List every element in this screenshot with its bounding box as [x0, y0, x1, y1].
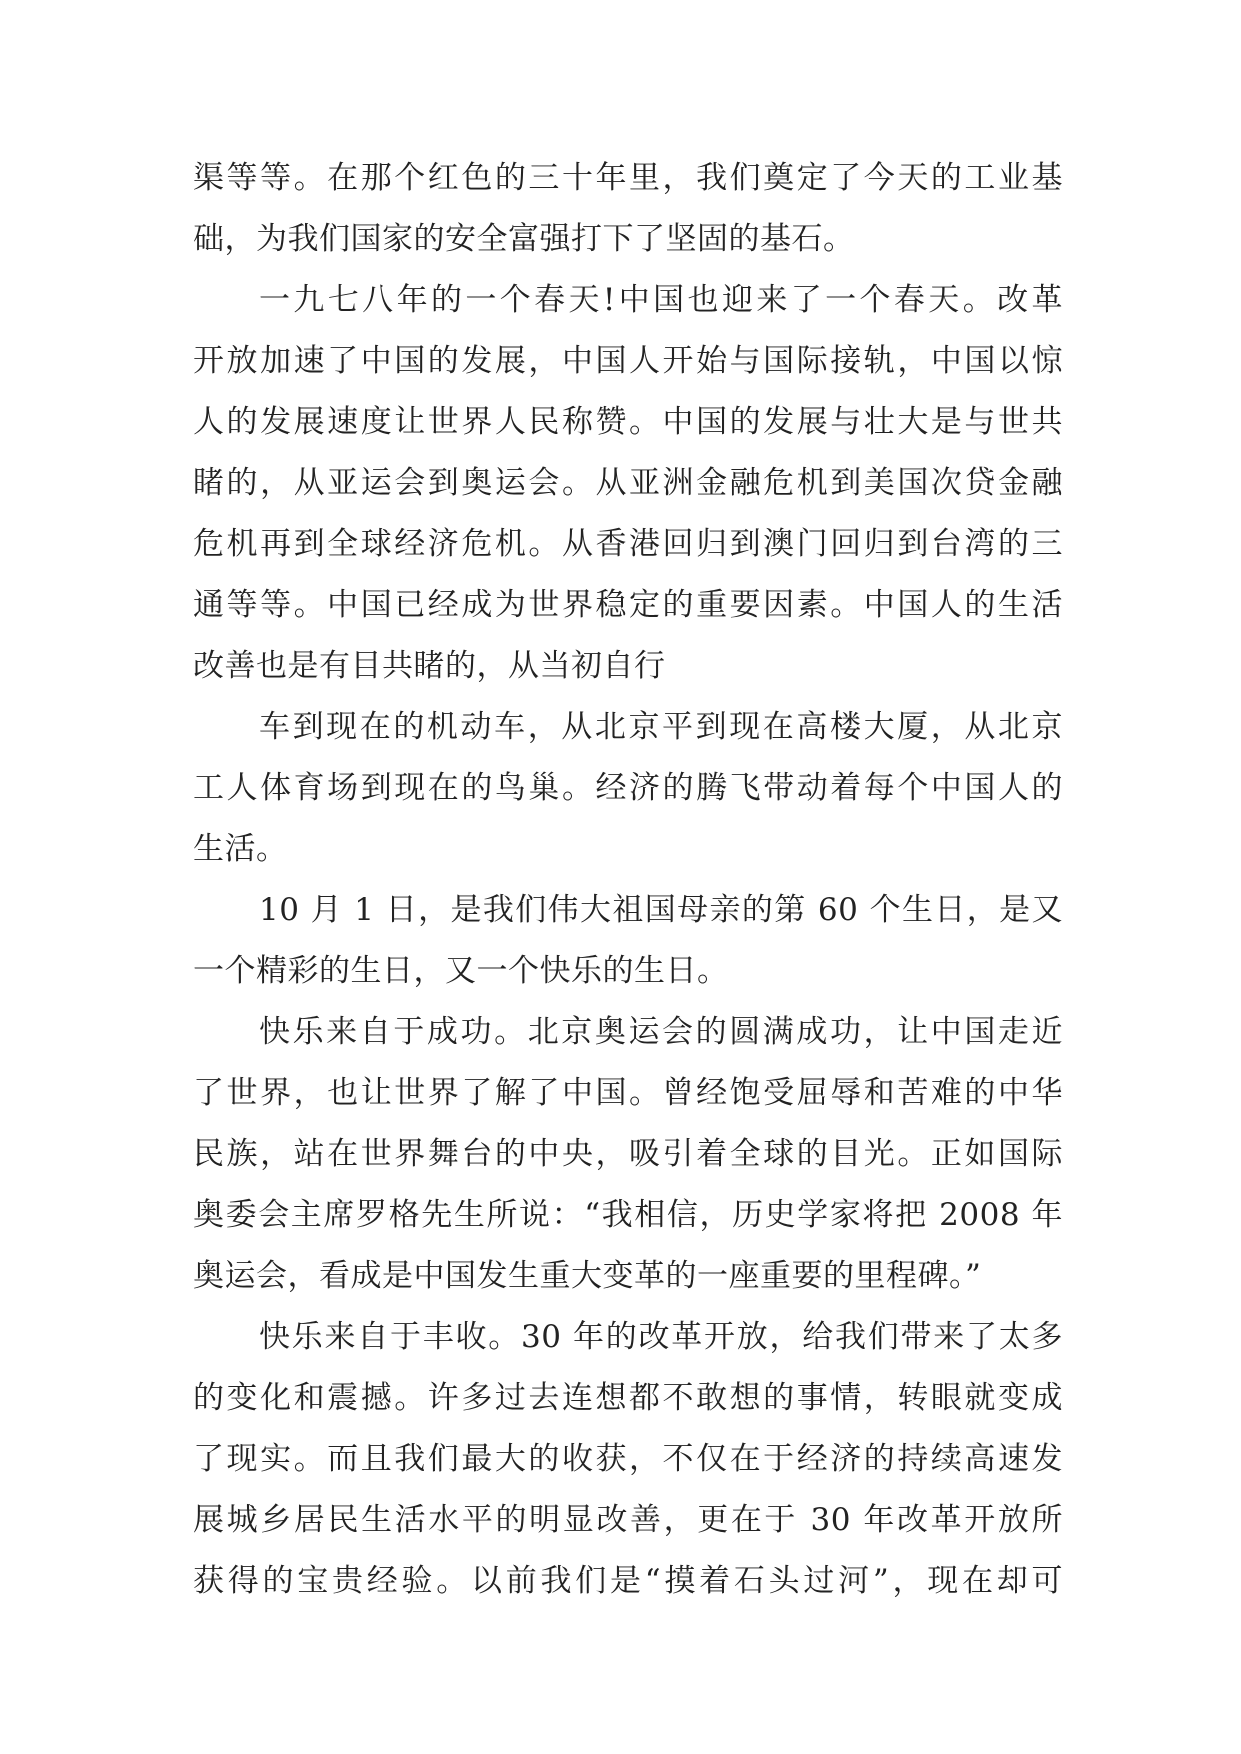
text-line: 车到现在的机动车，从北京平到现在高楼大厦，从北京: [259, 709, 1063, 745]
text-line: 渠等等。在那个红色的三十年里，我们奠定了今天的工业基: [193, 160, 1063, 196]
text-line: 快乐来自于丰收。30 年的改革开放，给我们带来了太多: [259, 1319, 1063, 1355]
text-line: 了世界，也让世界了解了中国。曾经饱受屈辱和苦难的中华: [193, 1075, 1063, 1111]
text-line: 了现实。而且我们最大的收获，不仅在于经济的持续高速发: [193, 1441, 1063, 1477]
text-line: 人的发展速度让世界人民称赞。中国的发展与壮大是与世共: [193, 404, 1063, 440]
text-line: 睹的，从亚运会到奥运会。从亚洲金融危机到美国次贷金融: [193, 465, 1063, 501]
text-line: 的变化和震撼。许多过去连想都不敢想的事情，转眼就变成: [193, 1380, 1063, 1416]
text-line: 开放加速了中国的发展，中国人开始与国际接轨，中国以惊: [193, 343, 1063, 379]
text-line: 奥委会主席罗格先生所说：“我相信，历史学家将把 2008 年: [193, 1197, 1063, 1233]
text-line: 一九七八年的一个春天!中国也迎来了一个春天。改革: [259, 282, 1063, 318]
text-line: 民族，站在世界舞台的中央，吸引着全球的目光。正如国际: [193, 1136, 1063, 1172]
text-line: 通等等。中国已经成为世界稳定的重要因素。中国人的生活: [193, 587, 1063, 623]
text-line: 奥运会，看成是中国发生重大变革的一座重要的里程碑。”: [193, 1258, 982, 1294]
text-line: 改善也是有目共睹的，从当初自行: [193, 648, 666, 684]
text-line: 10 月 1 日，是我们伟大祖国母亲的第 60 个生日，是又: [259, 892, 1063, 928]
text-line: 础，为我们国家的安全富强打下了坚固的基石。: [193, 221, 855, 257]
text-line: 一个精彩的生日，又一个快乐的生日。: [193, 953, 729, 989]
text-line: 快乐来自于成功。北京奥运会的圆满成功，让中国走近: [259, 1014, 1063, 1050]
text-line: 工人体育场到现在的鸟巢。经济的腾飞带动着每个中国人的: [193, 770, 1063, 806]
text-line: 展城乡居民生活水平的明显改善，更在于 30 年改革开放所: [193, 1502, 1063, 1538]
text-line: 获得的宝贵经验。以前我们是“摸着石头过河”，现在却可: [193, 1563, 1063, 1599]
text-line: 危机再到全球经济危机。从香港回归到澳门回归到台湾的三: [193, 526, 1063, 562]
text-line: 生活。: [193, 831, 288, 867]
document-body: [193, 148, 1063, 1612]
